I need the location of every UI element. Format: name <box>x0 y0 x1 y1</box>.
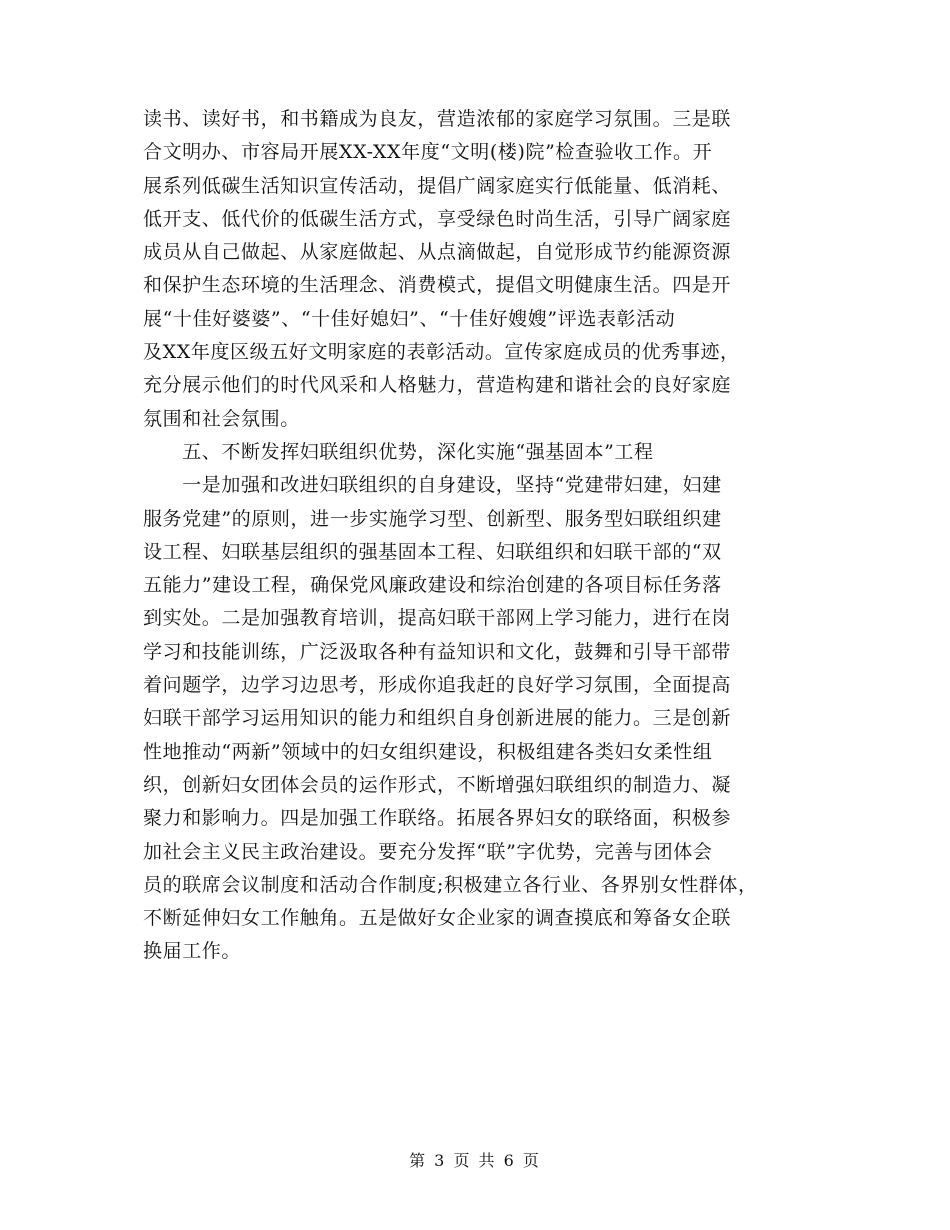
text-line: 合文明办、市容局开展XX-XX年度“文明(楼)院”检查验收工作。开 <box>143 141 713 164</box>
text-line: 设工程、妇联基层组织的强基固本工程、妇联组织和妇联干部的“双 <box>143 540 722 563</box>
text-line: 学习和技能训练，广泛汲取各种有益知识和文化，鼓舞和引导干部带 <box>143 640 732 663</box>
text-line: 成员从自己做起、从家庭做起、从点滴做起，自觉形成节约能源资源 <box>143 241 732 264</box>
text-line: 性地推动“两新”领域中的妇女组织建设，积极组建各类妇女柔性组 <box>143 740 713 763</box>
text-line: 妇联干部学习运用知识的能力和组织自身创新进展的能力。三是创新 <box>143 707 732 730</box>
page-number-footer: 第 3 页 共 6 页 <box>409 1151 541 1170</box>
text-line: 聚力和影响力。四是加强工作联络。拓展各界妇女的联络面，积极参 <box>143 807 732 830</box>
text-line: 五能力”建设工程，确保党风廉政建设和综治创建的各项目标任务落 <box>143 574 722 597</box>
text-line: 展系列低碳生活知识宣传活动，提倡广阔家庭实行低能量、低消耗、 <box>143 174 732 197</box>
text-line: 充分展示他们的时代风采和人格魅力，营造构建和谐社会的良好家庭 <box>143 374 732 397</box>
text-line: 织，创新妇女团体会员的运作形式，不断增强妇联组织的制造力、凝 <box>143 773 732 796</box>
text-line: 换届工作。 <box>143 940 242 963</box>
text-line: 及XX年度区级五好文明家庭的表彰活动。宣传家庭成员的优秀事迹， <box>143 341 740 364</box>
text-line: 和保护生态环境的生活理念、消费模式，提倡文明健康生活。四是开 <box>143 274 732 297</box>
section-heading: 五、不断发挥妇联组织优势，深化实施“强基固本”工程 <box>143 440 654 463</box>
text-line: 到实处。二是加强教育培训，提高妇联干部网上学习能力，进行在岗 <box>143 607 732 630</box>
text-line: 低开支、低代价的低碳生活方式，享受绿色时尚生活，引导广阔家庭 <box>143 207 732 230</box>
text-line: 服务党建”的原则，进一步实施学习型、创新型、服务型妇联组织建 <box>143 507 722 530</box>
text-line: 加社会主义民主政治建设。要充分发挥“联”字优势，完善与团体会 <box>143 840 713 863</box>
text-line: 展“十佳好婆婆”、“十佳好媳妇”、“十佳好嫂嫂”评选表彰活动 <box>143 307 676 330</box>
document-body <box>143 103 815 969</box>
text-line: 氛围和社会氛围。 <box>143 407 300 430</box>
text-line: 员的联席会议制度和活动合作制度;积极建立各行业、各界别女性群体， <box>143 873 758 896</box>
text-line: 不断延伸妇女工作触角。五是做好女企业家的调查摸底和筹备女企联 <box>143 907 732 930</box>
text-line: 着问题学，边学习边思考，形成你追我赶的良好学习氛围，全面提高 <box>143 674 732 697</box>
text-line: 读书、读好书，和书籍成为良友，营造浓郁的家庭学习氛围。三是联 <box>143 108 732 130</box>
text-line: 一是加强和改进妇联组织的自身建设，坚持“党建带妇建，妇建 <box>143 474 722 497</box>
